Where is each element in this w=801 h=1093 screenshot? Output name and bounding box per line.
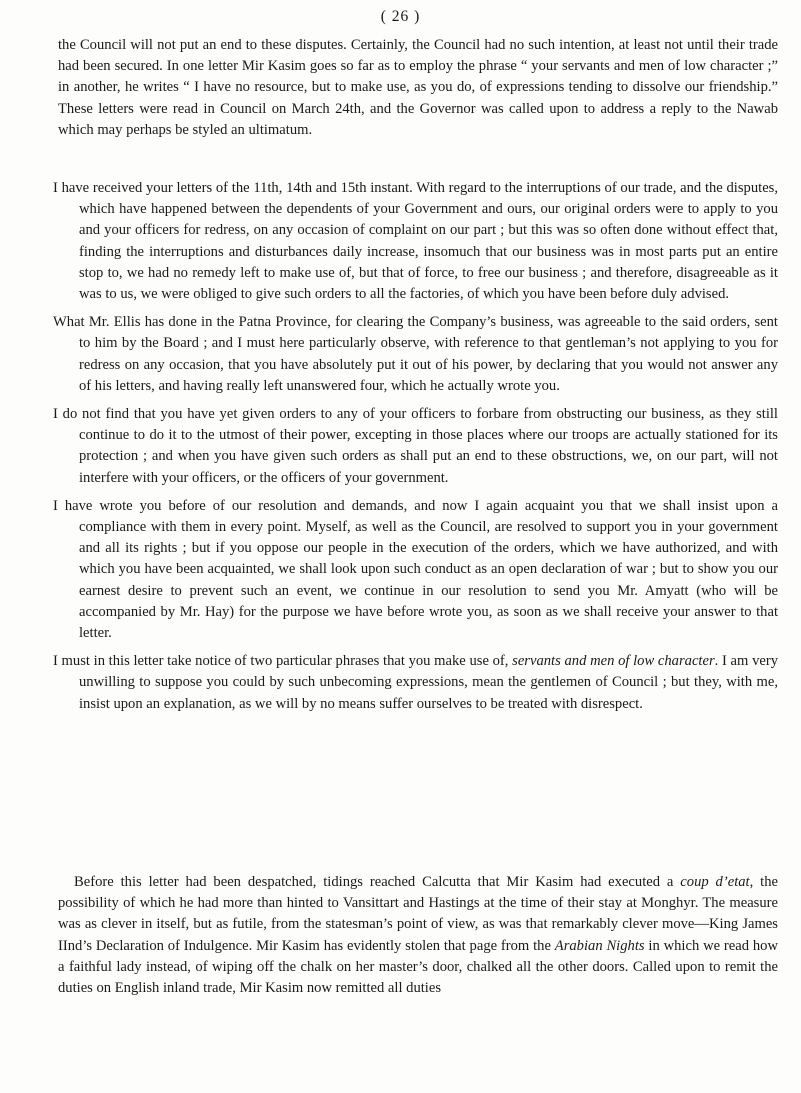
letter-paragraph-2: What Mr. Ellis has done in the Patna Province, for clearing the Company’s business, was agreeable to the said orders, sent to him by the Board ; and I must here particularly observe, with reference to that gentleman’s not applying to you for redress on any occasion, that you have absolutely put it out of his power, by declaring that you would not answer any of his letters, and having really left unanswered four, which he actually wrote you.: [53, 314, 778, 394]
letter-paragraph-5-italic: servants and men of low character: [512, 653, 715, 670]
letter-paragraph-5-start: I must in this letter take notice of two particular phrases that you make use of,: [53, 653, 513, 670]
closing-italic-1: coup d’etat: [680, 874, 750, 890]
letter-paragraph-5-end: . I am very unwilling to suppose you could by such unbecoming expressions, mean the gentlemen of Council ; but they, with me, insist upon an explanation, as we will by no means suffer ourselves to be treated with disrespect.: [79, 653, 779, 712]
closing-part-1: Before this letter had been despatched, tidings reached Calcutta that Mir Kasim had executed a: [74, 874, 681, 890]
closing-paragraph: [58, 872, 778, 999]
closing-paragraph-block: [58, 872, 778, 999]
letter-paragraph-3: I do not find that you have yet given orders to any of your officers to forbare from obstructing our business, as they still continue to do it to the utmost of their power, excepting in those places where our troops are actually stationed for its protection ; and when you have given such orders as shall put an end to these obstructions, we, on our part, will not interfere with your officers, or the officers of your government.: [53, 406, 778, 486]
quoted-letter: [53, 178, 778, 722]
closing-italic-2: Arabian Nights: [554, 937, 645, 954]
page-number: ( 26 ): [380, 8, 421, 25]
letter-paragraph-4: I have wrote you before of our resolution and demands, and now I again acquaint you that we shall insist upon a compliance with them in every point. Myself, as well as the Council, are resolved to support you in your government and all its rights ; but if you oppose our people in the execution of the orders, which we have authorized, and with which you have been acquainted, we shall look upon such conduct as an open declaration of war ; but to show you our earnest desire to prevent such an event, we continue in our resolution to send you Mr. Amyatt (who will be accompanied by Mr. Hay) for the purpose we have before wrote you, as soon as we shall receive your answer to that letter.: [53, 497, 778, 642]
letter-paragraph-5: [53, 651, 778, 715]
intro-paragraph: the Council will not put an end to these disputes. Certainly, the Council had no such intention, at least not until their trade had been secured. In one letter Mir Kasim goes so far as to employ the phrase “ your servants and men of low character ;” in another, he writes “ I have no resource, but to make use, as you do, of expressions tending to dissolve our friendship.” These letters were read in Council on March 24th, and the Governor was called upon to address a reply to the Nawab which may perhaps be styled an ultimatum.: [58, 37, 778, 138]
closing-part-2: , the possibility of which he had more than hinted to Vansittart and Hastings at the time of their stay at Monghyr. The measure was as clever in itself, but as futile, from the statesman’s point of view, as was that remarkably clever move—King James IInd’s Declaration of Indulgence. Mir Kasim has evidently stolen that page from the: [58, 874, 778, 954]
closing-part-3: in which we read how a faithful lady instead, of wiping off the chalk on her master’s door, chalked all the other doors. Called upon to remit the duties on English inland trade, Mir Kasim now remitted all duties: [58, 937, 779, 997]
intro-paragraph-block: [58, 35, 778, 141]
letter-paragraph-1: I have received your letters of the 11th, 14th and 15th instant. With regard to the interruptions of our trade, and the disputes, which have happened between the dependents of your Government and ours, our original orders were to apply to you and your officers for redress, on any occasion of complaint on our part ; but this was so often done without effect that, finding the interruptions and disturbances daily increase, insomuch that our business was in most parts put an entire stop to, we had no remedy left to make use of, but that of force, to free our business ; and therefore, disagreeable as it was to us, we were obliged to give such orders to all the factories, of which you have been before duly advised.: [53, 180, 778, 303]
